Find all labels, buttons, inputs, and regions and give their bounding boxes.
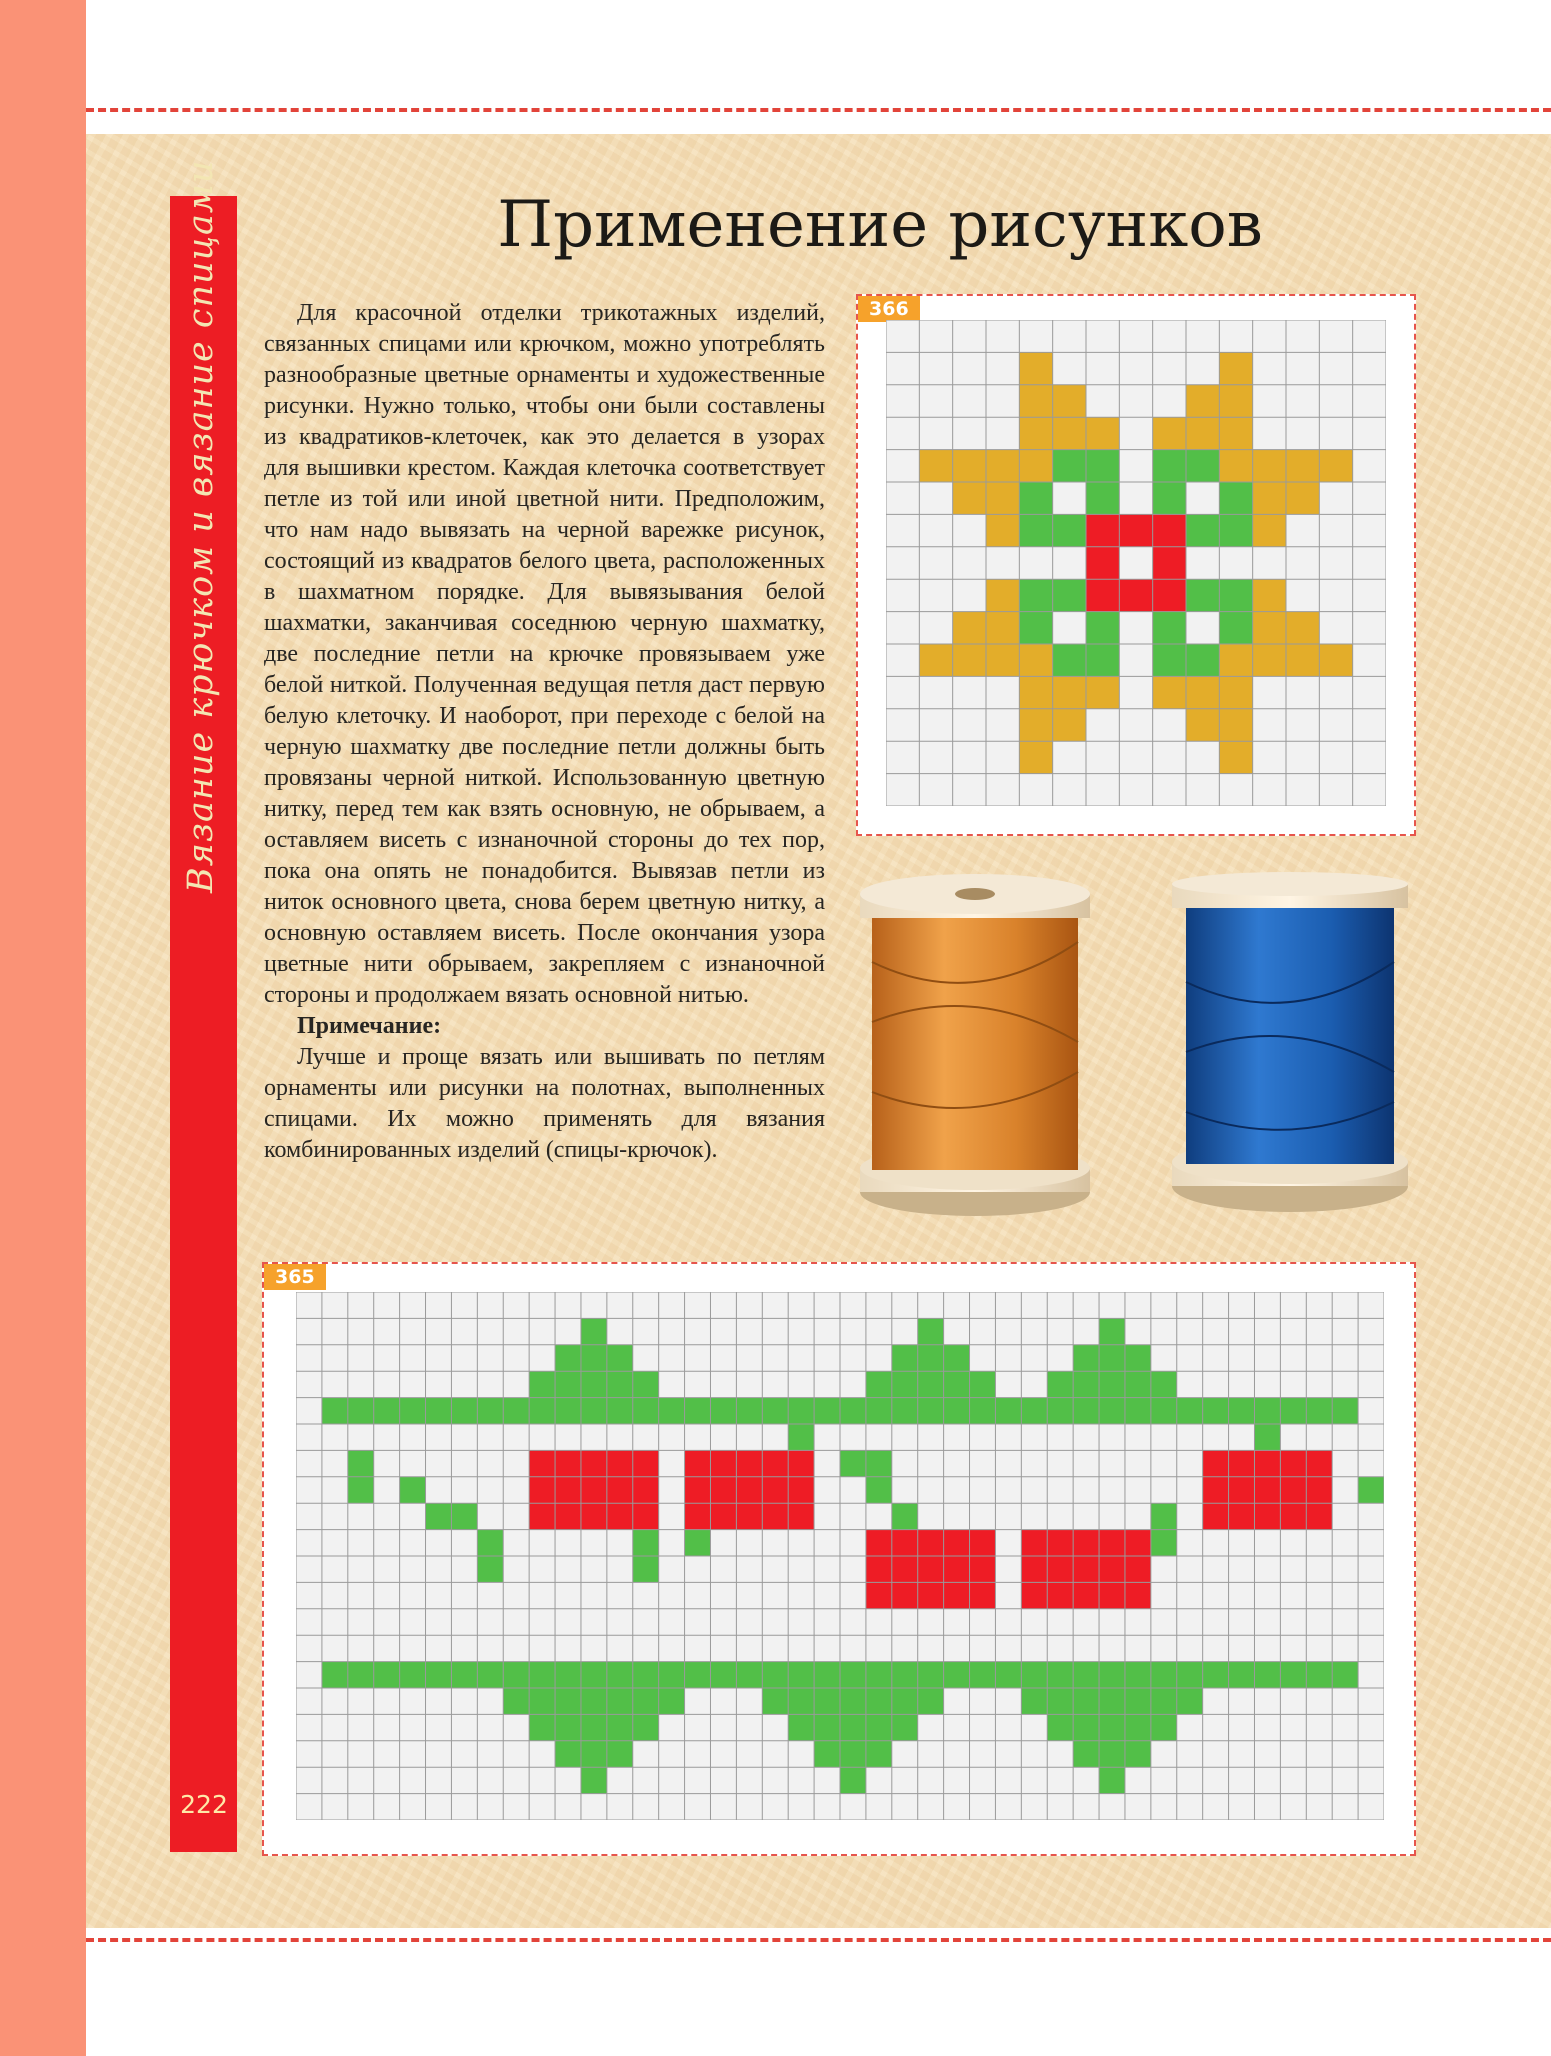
pattern-cell [1219, 385, 1252, 417]
pattern-cell [1019, 644, 1052, 676]
pattern-cell [1019, 709, 1052, 741]
pattern-cell [919, 450, 952, 482]
pattern-cell [1153, 579, 1186, 611]
pattern-cell [1047, 1371, 1177, 1397]
pattern-cell [1086, 450, 1119, 482]
figure-366-chart [886, 320, 1386, 806]
pattern-cell [1153, 547, 1186, 579]
pattern-cell [1119, 579, 1152, 611]
pattern-cell [1019, 417, 1052, 449]
pattern-cell [1219, 352, 1252, 384]
pattern-cell [840, 1767, 866, 1793]
pattern-cell [762, 1688, 943, 1714]
pattern-cell [1219, 450, 1252, 482]
pattern-cell [529, 1450, 659, 1529]
pattern-cell [1019, 676, 1052, 708]
pattern-cell [1186, 450, 1219, 482]
pattern-cell [1019, 612, 1052, 644]
pattern-cell [866, 1477, 892, 1503]
pattern-cell [1053, 514, 1086, 546]
pattern-cell [953, 450, 986, 482]
pattern-cell [1099, 1318, 1125, 1344]
pattern-cell [503, 1688, 684, 1714]
pattern-cell [1286, 482, 1319, 514]
pattern-cell [1021, 1688, 1202, 1714]
pattern-cell [1219, 644, 1252, 676]
pattern-cell [1286, 450, 1319, 482]
pattern-cell [1019, 450, 1052, 482]
figure-365-chart [296, 1292, 1384, 1820]
pattern-cell [1153, 514, 1186, 546]
pattern-cell [986, 482, 1019, 514]
pattern-cell [1186, 385, 1219, 417]
pattern-cell [1086, 482, 1119, 514]
pattern-cell [529, 1714, 659, 1740]
pattern-cell [1053, 579, 1086, 611]
pattern-cell [1203, 1450, 1333, 1529]
pattern-cell [1119, 514, 1152, 546]
pattern-cell [1186, 579, 1219, 611]
pattern-cell [866, 1371, 996, 1397]
pattern-cell [1186, 514, 1219, 546]
pattern-cell [1053, 644, 1086, 676]
pattern-cell [1086, 612, 1119, 644]
pattern-cell [1219, 482, 1252, 514]
body-text [264, 298, 825, 1166]
grid-background [886, 320, 1386, 806]
pattern-cell [1219, 676, 1252, 708]
top-dashed-border [86, 108, 1551, 112]
pattern-cell [1219, 709, 1252, 741]
pattern-cell [1047, 1714, 1177, 1740]
pattern-cell [1053, 417, 1086, 449]
pattern-cell [1073, 1345, 1151, 1371]
pattern-cell [1073, 1741, 1151, 1767]
page-title: Применение рисунков [497, 188, 1263, 262]
pattern-cell [1319, 450, 1352, 482]
note-text: Лучше и проще вязать или вышивать по петлям орнаменты или рисунки на полотнах, выполненных спицами. Их можно применять для вязания комбинированных изделий (спицы-крючок). [264, 1044, 825, 1163]
pattern-cell [986, 514, 1019, 546]
pattern-cell [1053, 676, 1086, 708]
pattern-cell [1219, 514, 1252, 546]
pattern-cell [1086, 676, 1119, 708]
pattern-cell [1253, 450, 1286, 482]
pattern-cell [1153, 676, 1186, 708]
pattern-cell [1186, 644, 1219, 676]
pattern-cell [1153, 417, 1186, 449]
pattern-cell [1086, 644, 1119, 676]
section-side-title-text: Вязание крючком и вязание спицами [181, 159, 221, 893]
pattern-cell [1186, 709, 1219, 741]
pattern-cell [1099, 1767, 1125, 1793]
pattern-cell [953, 612, 986, 644]
note-heading: Примечание: [297, 1013, 442, 1039]
pattern-cell [1253, 579, 1286, 611]
pattern-cell [1219, 741, 1252, 773]
pattern-cell [1253, 482, 1286, 514]
pattern-cell [1086, 579, 1119, 611]
pattern-cell [814, 1741, 892, 1767]
pattern-cell [1053, 450, 1086, 482]
pattern-cell [1153, 482, 1186, 514]
pattern-cell [529, 1371, 659, 1397]
pattern-cell [1219, 612, 1252, 644]
pattern-cell [1153, 644, 1186, 676]
pattern-cell [1253, 612, 1286, 644]
pattern-cell [986, 450, 1019, 482]
pattern-cell [1286, 644, 1319, 676]
pattern-cell [1019, 385, 1052, 417]
pattern-cell [1358, 1477, 1384, 1503]
pattern-cell [986, 579, 1019, 611]
pattern-cell [1186, 417, 1219, 449]
blue-spool [1172, 872, 1408, 1212]
pattern-cell [866, 1530, 996, 1609]
pattern-cell [1019, 514, 1052, 546]
pattern-cell [1319, 644, 1352, 676]
bottom-dashed-border [86, 1938, 1551, 1942]
pattern-cell [1053, 385, 1086, 417]
pattern-cell [1219, 579, 1252, 611]
pattern-cell [1153, 450, 1186, 482]
pattern-cell [1153, 612, 1186, 644]
pattern-cell [555, 1345, 633, 1371]
pattern-cell [1086, 514, 1119, 546]
pattern-cell [1086, 417, 1119, 449]
pattern-cell [1219, 417, 1252, 449]
pattern-cell [1019, 352, 1052, 384]
orange-spool [860, 874, 1090, 1216]
thread-spools-photo [850, 872, 1430, 1224]
pattern-cell [555, 1741, 633, 1767]
pattern-cell [953, 644, 986, 676]
pattern-cell [1253, 514, 1286, 546]
pattern-cell [1286, 612, 1319, 644]
pattern-cell [1186, 676, 1219, 708]
pattern-cell [953, 482, 986, 514]
pattern-cell [1021, 1530, 1151, 1609]
pattern-cell [685, 1450, 815, 1529]
pattern-cell [918, 1318, 944, 1344]
page-number: 222 [180, 1790, 228, 1819]
pattern-cell [986, 644, 1019, 676]
pattern-cell [581, 1767, 607, 1793]
pattern-cell [581, 1318, 607, 1344]
left-color-strip [0, 0, 86, 2056]
figure-365-label: 365 [264, 1264, 326, 1290]
pattern-cell [919, 644, 952, 676]
pattern-cell [1253, 644, 1286, 676]
pattern-cell [1019, 741, 1052, 773]
pattern-cell [788, 1714, 918, 1740]
pattern-cell [400, 1477, 426, 1503]
pattern-cell [1019, 579, 1052, 611]
pattern-cell [1019, 482, 1052, 514]
pattern-cell [986, 612, 1019, 644]
pattern-cell [1086, 547, 1119, 579]
figure-366-label: 366 [858, 296, 920, 322]
pattern-cell [1053, 709, 1086, 741]
body-paragraph: Для красочной отделки трикотажных изделий, связанных спицами или крючком, можно употреблять разнообразные цветные орнаменты и художественные рисунки. Нужно только, чтобы они были составлены из квадратиков-клеточек, как это делается в узорах для вышивки крестом. Каждая клеточка соответствует петле из той или иной цветной нити. Предположим, что нам надо вывязать на черной варежке рисунок, состоящий из квадратов белого цвета, расположенных в шахматном порядке. Для вывязывания белой шахматки, заканчивая соседнюю черную шахматку, две последние петли на крючке провязываем уже белой ниткой. Полученная ведущая петля даст первую белую клеточку. И наоборот, при переходе с белой на черную шахматку две последние петли должны быть провязаны черной ниткой. Использованную цветную нитку, перед тем как взять основную, не обрываем, а оставляем висеть с изнаночной стороны до тех пор, пока она опять не понадобится. Вывязав петли из ниток основного цвета, снова берем цветную нитку, а основную оставляем висеть. После окончания узора цветные нити обрываем, закрепляем с изнаночной стороны и продолжаем вязать основной нитью. [264, 300, 825, 1008]
pattern-cell [892, 1345, 970, 1371]
